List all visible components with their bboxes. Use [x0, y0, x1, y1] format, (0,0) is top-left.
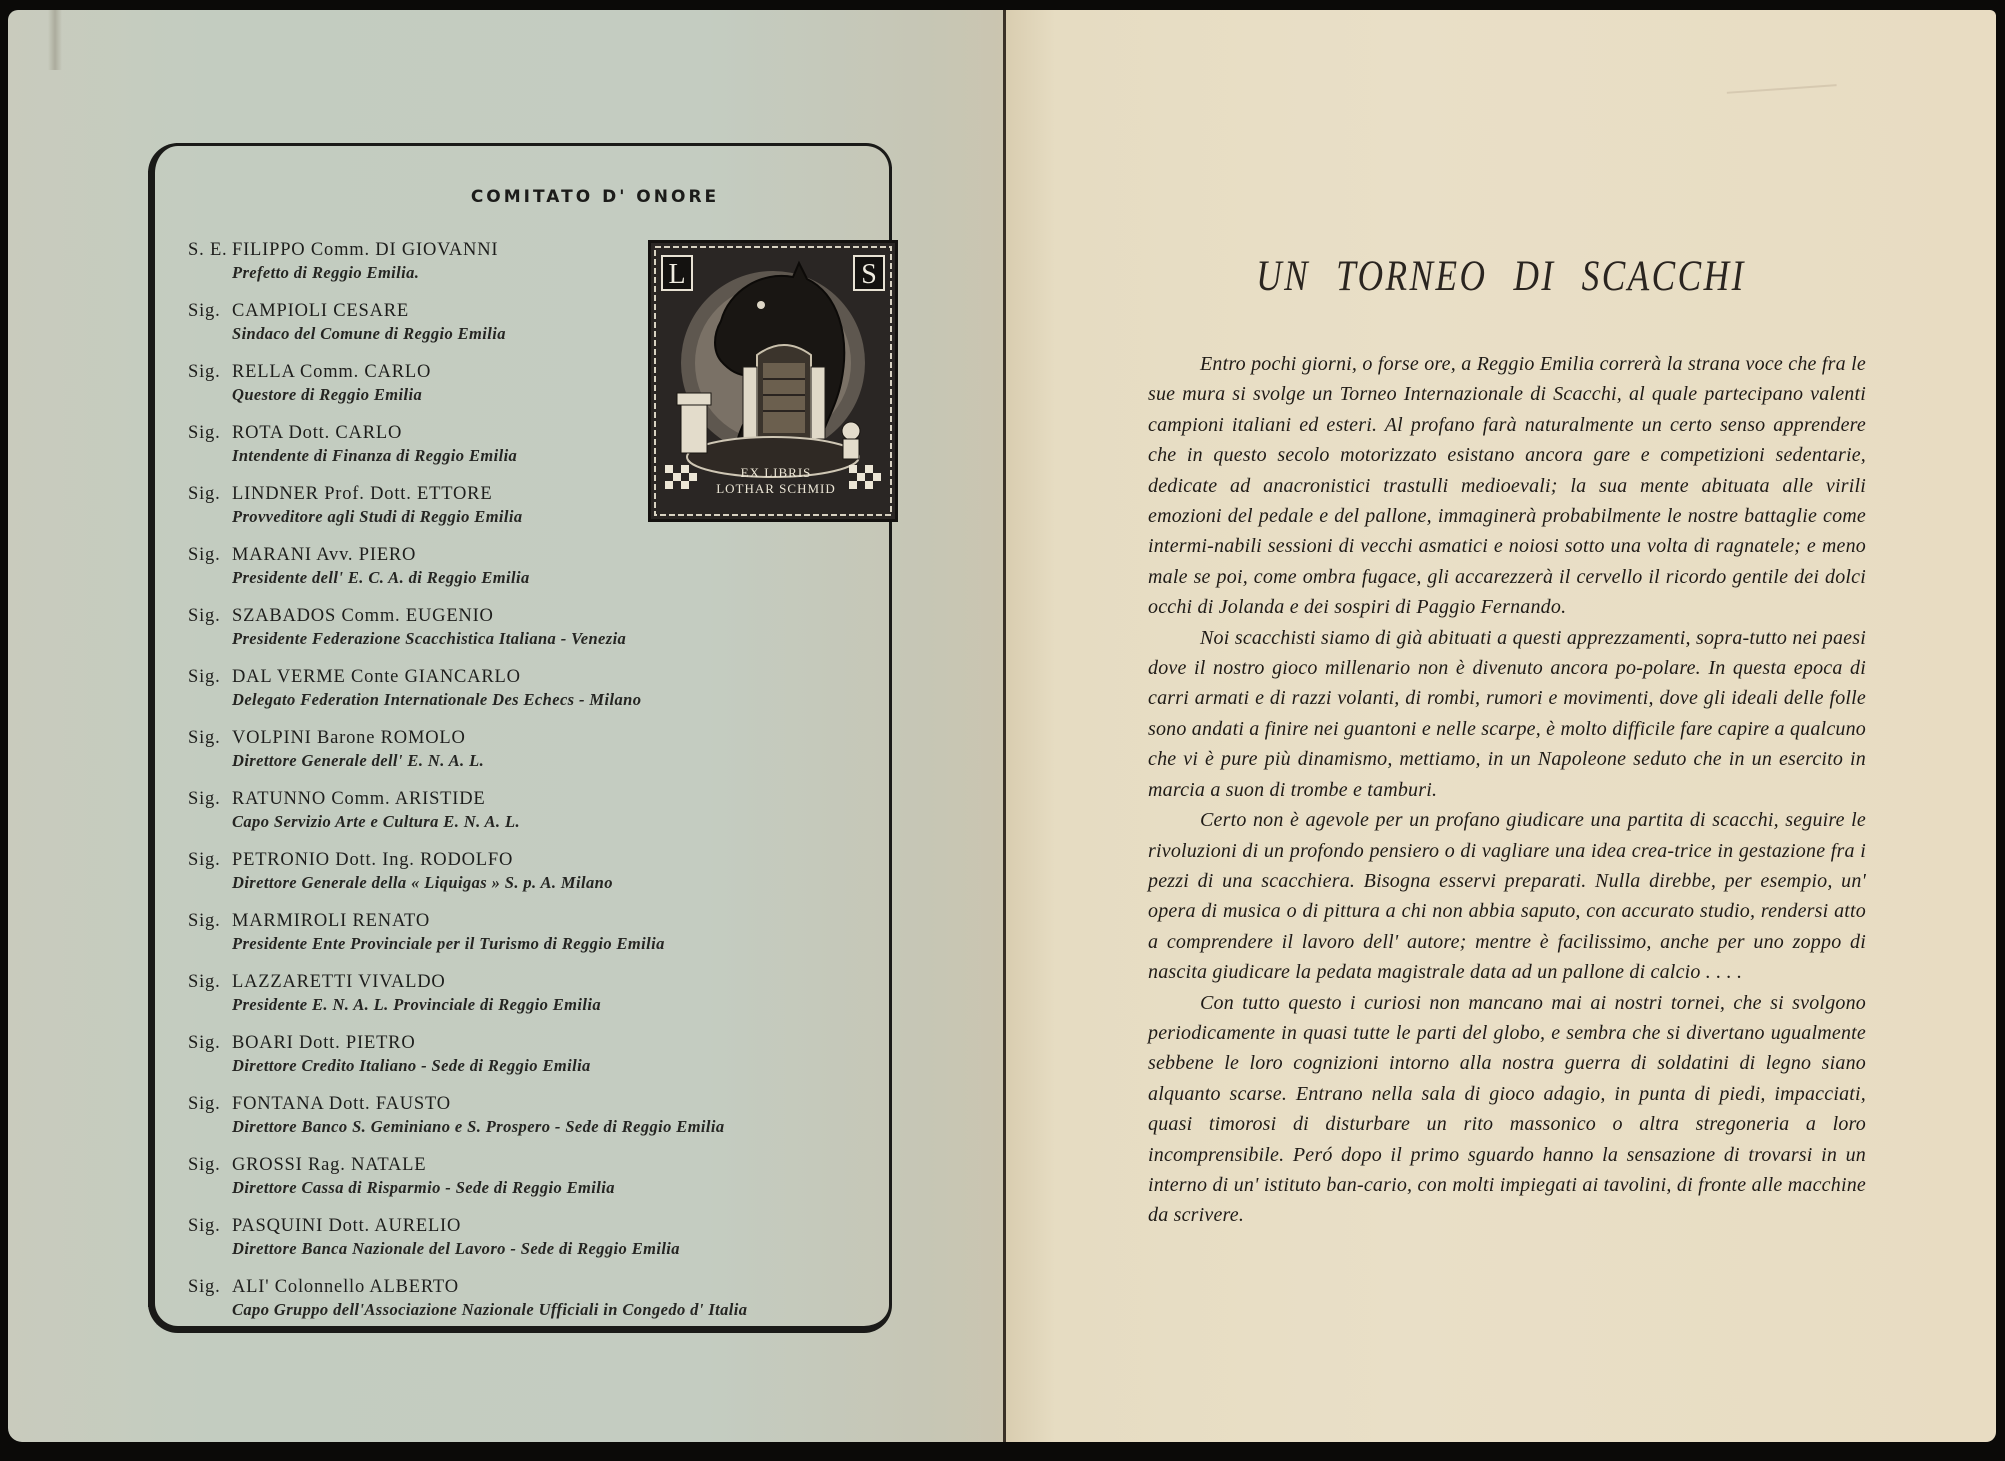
article-body	[1148, 349, 1866, 1231]
article-paragraph: Certo non è agevole per un profano giudicare una partita di scacchi, seguire le rivoluzioni di un profondo pensiero o di vagliare una idea crea-trice in gestazione fra i pezzi di una scacchiera. Bisogna esservi preparati. Nulla direbbe, per esempio, un' opera di musica o di pittura a chi non abbia saputo, con accurato studio, rendersi atto a comprendere il lavoro dell' autore; mentre è facilissimo, anche per uno zoppo di nascita giudicare la pedata magistrale data ad un pallone di calcio . . . .	[1148, 809, 1866, 984]
article-title: UN TORNEO DI SCACCHI	[1256, 253, 1746, 300]
member-name: FILIPPO Comm. DI GIOVANNI	[232, 240, 499, 260]
member-name: LAZZARETTI VIVALDO	[232, 972, 446, 992]
committee-member	[188, 1154, 888, 1199]
committee-member	[188, 1032, 888, 1077]
committee-member	[188, 605, 888, 650]
member-name-line	[188, 727, 888, 750]
committee-title: COMITATO D' ONORE	[470, 187, 720, 207]
bookplate-monogram-l: L	[661, 255, 693, 291]
member-role: Prefetto di Reggio Emilia.	[232, 263, 420, 282]
member-name: PETRONIO Dott. Ing. RODOLFO	[232, 850, 514, 870]
member-honorific: Sig.	[188, 667, 221, 687]
member-honorific: S. E.	[188, 240, 228, 260]
committee-member	[188, 727, 888, 772]
committee-member	[188, 666, 888, 711]
member-role: Sindaco del Comune di Reggio Emilia	[232, 324, 506, 343]
member-name: RATUNNO Comm. ARISTIDE	[232, 789, 486, 809]
frame-corner	[148, 1299, 184, 1333]
member-role: Provveditore agli Studi di Reggio Emilia	[232, 507, 523, 526]
member-honorific: Sig.	[188, 1155, 221, 1175]
member-name-line	[188, 666, 888, 689]
ex-libris-bookplate	[648, 240, 898, 522]
member-role: Direttore Credito Italiano - Sede di Reggio Emilia	[232, 1056, 591, 1075]
member-role: Presidente Ente Provinciale per il Turismo di Reggio Emilia	[232, 934, 665, 953]
committee-member	[188, 1276, 888, 1321]
right-page	[1006, 10, 1996, 1442]
committee-member	[188, 544, 888, 589]
member-name: SZABADOS Comm. EUGENIO	[232, 606, 494, 626]
member-name-line	[188, 971, 888, 994]
member-honorific: Sig.	[188, 911, 221, 931]
member-honorific: Sig.	[188, 728, 221, 748]
member-honorific: Sig.	[188, 423, 221, 443]
member-name-line	[188, 1276, 888, 1299]
member-honorific: Sig.	[188, 301, 221, 321]
member-honorific: Sig.	[188, 1277, 221, 1297]
member-name: MARMIROLI RENATO	[232, 911, 430, 931]
committee-member	[188, 910, 888, 955]
member-role: Direttore Banco S. Geminiano e S. Prospero - Sede di Reggio Emilia	[232, 1117, 725, 1136]
member-honorific: Sig.	[188, 789, 221, 809]
article-paragraph: Noi scacchisti siamo di già abituati a questi apprezzamenti, sopra-tutto nei paesi dove il nostro gioco millenario non è divenuto ancora po-polare. In questa epoca di carri armati e di razzi volanti, di rombi, rumori e movimenti, dove gli ideali delle folle sono andati a finire nei guantoni e nelle scarpe, è molto difficile fare capire a qualcuno che vi è pure più dinamismo, mettiamo, in un Napoleone seduto che in un esercito in marcia a suon di trombe e tamburi.	[1148, 626, 1866, 801]
committee-member	[188, 1093, 888, 1138]
member-honorific: Sig.	[188, 1033, 221, 1053]
committee-member	[188, 788, 888, 833]
member-name-line	[188, 1032, 888, 1055]
member-honorific: Sig.	[188, 362, 221, 382]
frame-corner	[148, 143, 182, 177]
member-name: GROSSI Rag. NATALE	[232, 1155, 427, 1175]
bookplate-monogram-s: S	[853, 255, 885, 291]
member-name: CAMPIOLI CESARE	[232, 301, 409, 321]
member-name: PASQUINI Dott. AURELIO	[232, 1216, 462, 1236]
frame-border-top	[176, 143, 864, 146]
member-role: Direttore Generale della « Liquigas » S. p. A. Milano	[232, 873, 613, 892]
member-name: ALI' Colonnello ALBERTO	[232, 1277, 459, 1297]
member-honorific: Sig.	[188, 545, 221, 565]
frame-corner	[862, 143, 892, 173]
committee-member	[188, 1215, 888, 1260]
member-honorific: Sig.	[188, 606, 221, 626]
member-name-line	[188, 1093, 888, 1116]
member-role: Direttore Generale dell' E. N. A. L.	[232, 751, 485, 770]
member-name-line	[188, 849, 888, 872]
pencil-annotation	[1725, 64, 1836, 94]
member-name-line	[188, 544, 888, 567]
member-name: BOARI Dott. PIETRO	[232, 1033, 416, 1053]
member-name-line	[188, 1154, 888, 1177]
member-name: LINDNER Prof. Dott. ETTORE	[232, 484, 493, 504]
member-name-line	[188, 788, 888, 811]
member-role: Presidente dell' E. C. A. di Reggio Emilia	[232, 568, 530, 587]
member-role: Direttore Cassa di Risparmio - Sede di Reggio Emilia	[232, 1178, 615, 1197]
left-page	[8, 10, 1004, 1442]
member-role: Delegato Federation Internationale Des Echecs - Milano	[232, 690, 642, 709]
member-role: Presidente E. N. A. L. Provinciale di Reggio Emilia	[232, 995, 602, 1014]
member-honorific: Sig.	[188, 972, 221, 992]
member-honorific: Sig.	[188, 484, 221, 504]
member-role: Capo Gruppo dell'Associazione Nazionale Ufficiali in Congedo d' Italia	[232, 1300, 748, 1319]
member-role: Direttore Banca Nazionale del Lavoro - Sede di Reggio Emilia	[232, 1239, 680, 1258]
bookplate-ex-libris: EX LIBRIS	[740, 465, 812, 480]
member-name: RELLA Comm. CARLO	[232, 362, 432, 382]
article-paragraph: Entro pochi giorni, o forse ore, a Reggio Emilia correrà la strana voce che fra le sue mura si svolge un Torneo Internazionale di Scacchi, al quale partecipano valenti campioni italiani ed esteri. Al profano farà naturalmente un certo senso apprendere che in questo secolo motorizzato esistano ancora gare e competizioni sedentarie, dedicate ad anacronistici trastulli medioevali; la sua mente abituata alle virili emozioni del pedale e del pallone, immaginerà probabilmente le nostre battaglie come intermi-nabili sessioni di vecchi asmatici e noiosi sotto una volta di ragnatele; e meno male se poi, come ombra fugace, gli accarezzerà il cervello il ricordo gentile dei dolci occhi di Jolanda e dei sospiri di Paggio Fernando.	[1148, 353, 1866, 619]
member-role: Intendente di Finanza di Reggio Emilia	[232, 446, 518, 465]
member-name-line	[188, 910, 888, 933]
member-role: Questore di Reggio Emilia	[232, 385, 423, 404]
member-honorific: Sig.	[188, 850, 221, 870]
member-role: Presidente Federazione Scacchistica Italiana - Venezia	[232, 629, 627, 648]
member-name: DAL VERME Conte GIANCARLO	[232, 667, 521, 687]
member-name-line	[188, 605, 888, 628]
member-name: MARANI Avv. PIERO	[232, 545, 417, 565]
member-honorific: Sig.	[188, 1094, 221, 1114]
member-role: Capo Servizio Arte e Cultura E. N. A. L.	[232, 812, 520, 831]
member-name-line	[188, 1215, 888, 1238]
paper-crease	[48, 10, 62, 70]
member-name: FONTANA Dott. FAUSTO	[232, 1094, 451, 1114]
committee-member	[188, 971, 888, 1016]
frame-border-left	[148, 171, 155, 1307]
bookplate-owner: LOTHAR SCHMID	[716, 481, 836, 496]
member-name: ROTA Dott. CARLO	[232, 423, 403, 443]
article-paragraph: Con tutto questo i curiosi non mancano mai ai nostri tornei, che si svolgono periodicamente in quasi tutte le parti del globo, e sembra che si divertano ugualmente sebbene le loro cognizioni intorno alla nostra guerra di soldatini di legno siano alquanto scarse. Entrano nella sala di gioco adagio, in punta di piedi, impacciati, quasi timorosi di disturbare un rito massonico o altra stregoneria a loro incomprensibile. Peró dopo il primo sguardo hanno la sensazione di trovarsi in un interno di un' istituto ban-cario, con molti impiegati ai tavolini, di fronte alle macchine da scrivere.	[1148, 991, 1866, 1227]
committee-member	[188, 849, 888, 894]
member-honorific: Sig.	[188, 1216, 221, 1236]
member-name: VOLPINI Barone ROMOLO	[232, 728, 466, 748]
